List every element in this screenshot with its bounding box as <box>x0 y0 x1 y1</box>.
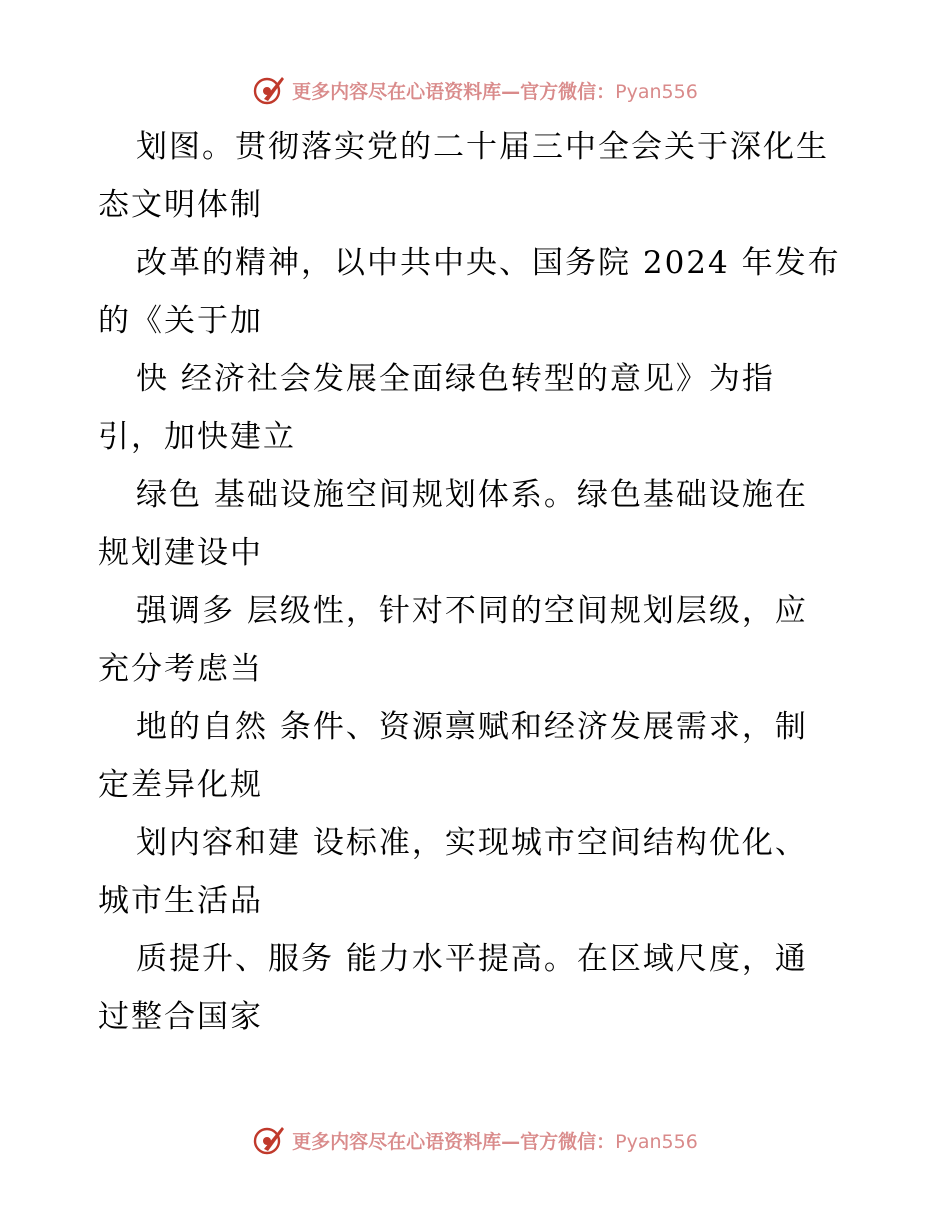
text-line: 充分考虑当 <box>98 651 263 687</box>
text-line: 的《关于加 <box>98 303 263 339</box>
text-line: 强调多 层级性，针对不同的空间规划层级，应 <box>136 593 808 629</box>
pen-circle-logo-icon <box>252 73 286 107</box>
text-line: 快 经济社会发展全面绿色转型的意见》为指 <box>136 361 775 397</box>
text-line: 划图。贯彻落实党的二十届三中全会关于深化生 <box>136 129 829 165</box>
text-line: 定差异化规 <box>98 767 263 803</box>
text-line: 态文明体制 <box>98 187 263 223</box>
watermark-wechat-id: Pyan556 <box>615 1130 698 1153</box>
text-line: 质提升、服务 能力水平提高。在区域尺度，通 <box>136 941 808 977</box>
text-line: 改革的精神，以中共中央、国务院 2024 年发布 <box>136 245 841 281</box>
text-line: 规划建设中 <box>98 535 263 571</box>
text-line: 过整合国家 <box>98 999 263 1035</box>
document-body <box>98 118 858 1046</box>
footer-watermark <box>0 1120 950 1160</box>
watermark-wechat-id: Pyan556 <box>615 80 698 103</box>
text-line: 地的自然 条件、资源禀赋和经济发展需求，制 <box>136 709 808 745</box>
header-watermark <box>0 70 950 110</box>
text-line: 划内容和建 设标准，实现城市空间结构优化、 <box>136 825 808 861</box>
watermark-text: 更多内容尽在心语资料库—官方微信：Pyan556 <box>292 80 698 103</box>
text-line: 引，加快建立 <box>98 419 296 455</box>
text-line: 绿色 基础设施空间规划体系。绿色基础设施在 <box>136 477 808 513</box>
text-line: 城市生活品 <box>98 883 263 919</box>
watermark-text: 更多内容尽在心语资料库—官方微信：Pyan556 <box>292 1130 698 1153</box>
pen-circle-logo-icon <box>252 1123 286 1157</box>
